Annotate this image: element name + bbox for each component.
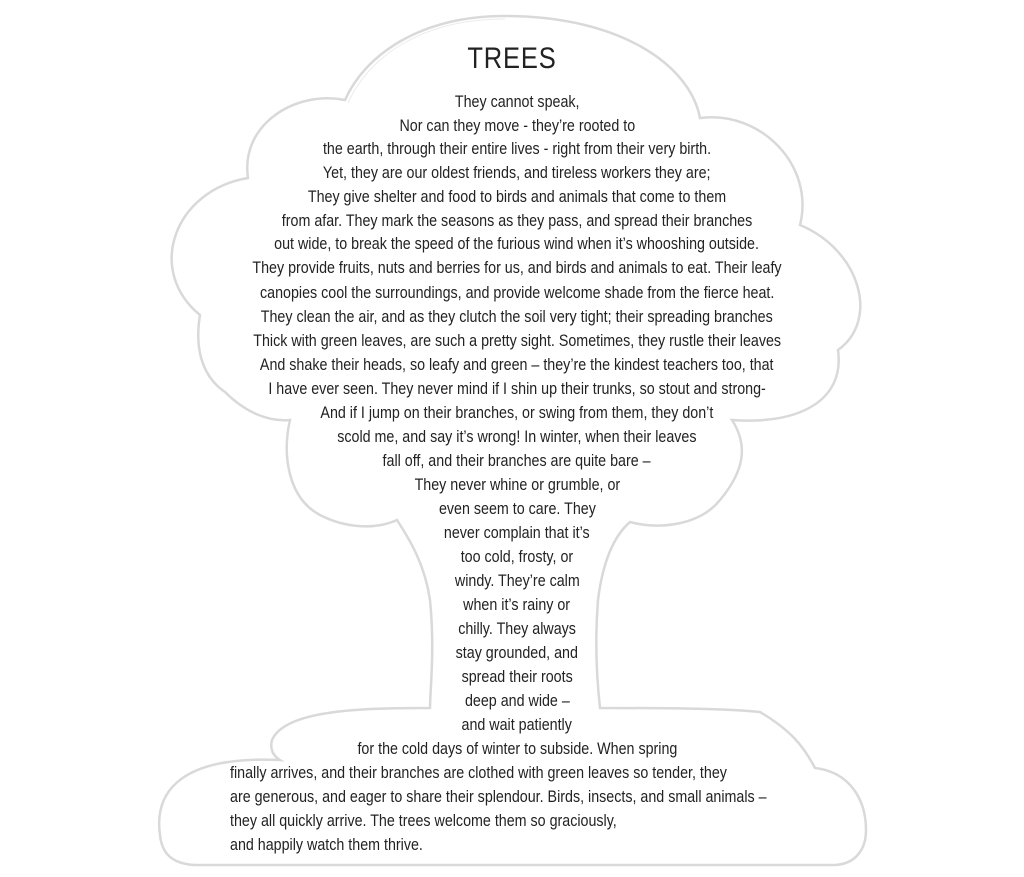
poem-line: Nor can they move - they’re rooted to xyxy=(399,116,635,135)
poem-line: never complain that it’s xyxy=(444,523,590,542)
poem-line: fall off, and their branches are quite bare – xyxy=(382,451,652,470)
poem-line: They give shelter and food to birds and animals that come to them xyxy=(307,187,727,206)
poem-line: they all quickly arrive. The trees welcome them so graciously, xyxy=(230,811,617,830)
poem-line: too cold, frosty, or xyxy=(460,547,574,566)
poem-line: And shake their heads, so leafy and green – they’re the kindest teachers too, that xyxy=(260,355,774,374)
poem-line: They cannot speak, xyxy=(454,92,580,111)
poem-line: and wait patiently xyxy=(461,715,573,734)
poem-line: out wide, to break the speed of the furious wind when it’s whooshing outside. xyxy=(274,234,760,253)
poem-line: canopies cool the surroundings, and provide welcome shade from the fierce heat. xyxy=(259,283,775,302)
poem-line: when it’s rainy or xyxy=(463,595,571,614)
poem-line: They provide fruits, nuts and berries for us, and birds and animals to eat. Their leafy xyxy=(252,258,782,277)
poem-line: for the cold days of winter to subside. When spring xyxy=(357,739,677,758)
poem-line: and happily watch them thrive. xyxy=(230,835,423,854)
poem-line: Thick with green leaves, are such a pretty sight. Sometimes, they rustle their leaves xyxy=(253,331,781,350)
poem-line: scold me, and say it’s wrong! In winter, when their leaves xyxy=(337,427,697,446)
poem-line: chilly. They always xyxy=(458,619,576,638)
poem-line: I have ever seen. They never mind if I shin up their trunks, so stout and strong- xyxy=(268,379,766,398)
poem-line: spread their roots xyxy=(461,667,573,686)
poem-line: from afar. They mark the seasons as they pass, and spread their branches xyxy=(281,211,753,230)
poem-title: TREES xyxy=(467,42,557,75)
poem-line: They never whine or grumble, or xyxy=(414,475,620,494)
poem-line: the earth, through their entire lives - right from their very birth. xyxy=(322,139,712,158)
poem-line: stay grounded, and xyxy=(455,643,579,662)
poem-line: finally arrives, and their branches are clothed with green leaves so tender, they xyxy=(230,763,727,782)
poem-line: are generous, and eager to share their splendour. Birds, insects, and small animals – xyxy=(230,787,767,806)
poem-line: Yet, they are our oldest friends, and tireless workers they are; xyxy=(323,163,711,182)
poem-line: deep and wide – xyxy=(464,691,570,710)
poem-line: They clean the air, and as they clutch the soil very tight; their spreading branches xyxy=(260,307,773,326)
poem-line: And if I jump on their branches, or swing from them, they don’t xyxy=(320,403,714,422)
poem-line: even seem to care. They xyxy=(438,499,596,518)
poem-line: windy. They’re calm xyxy=(454,571,580,590)
